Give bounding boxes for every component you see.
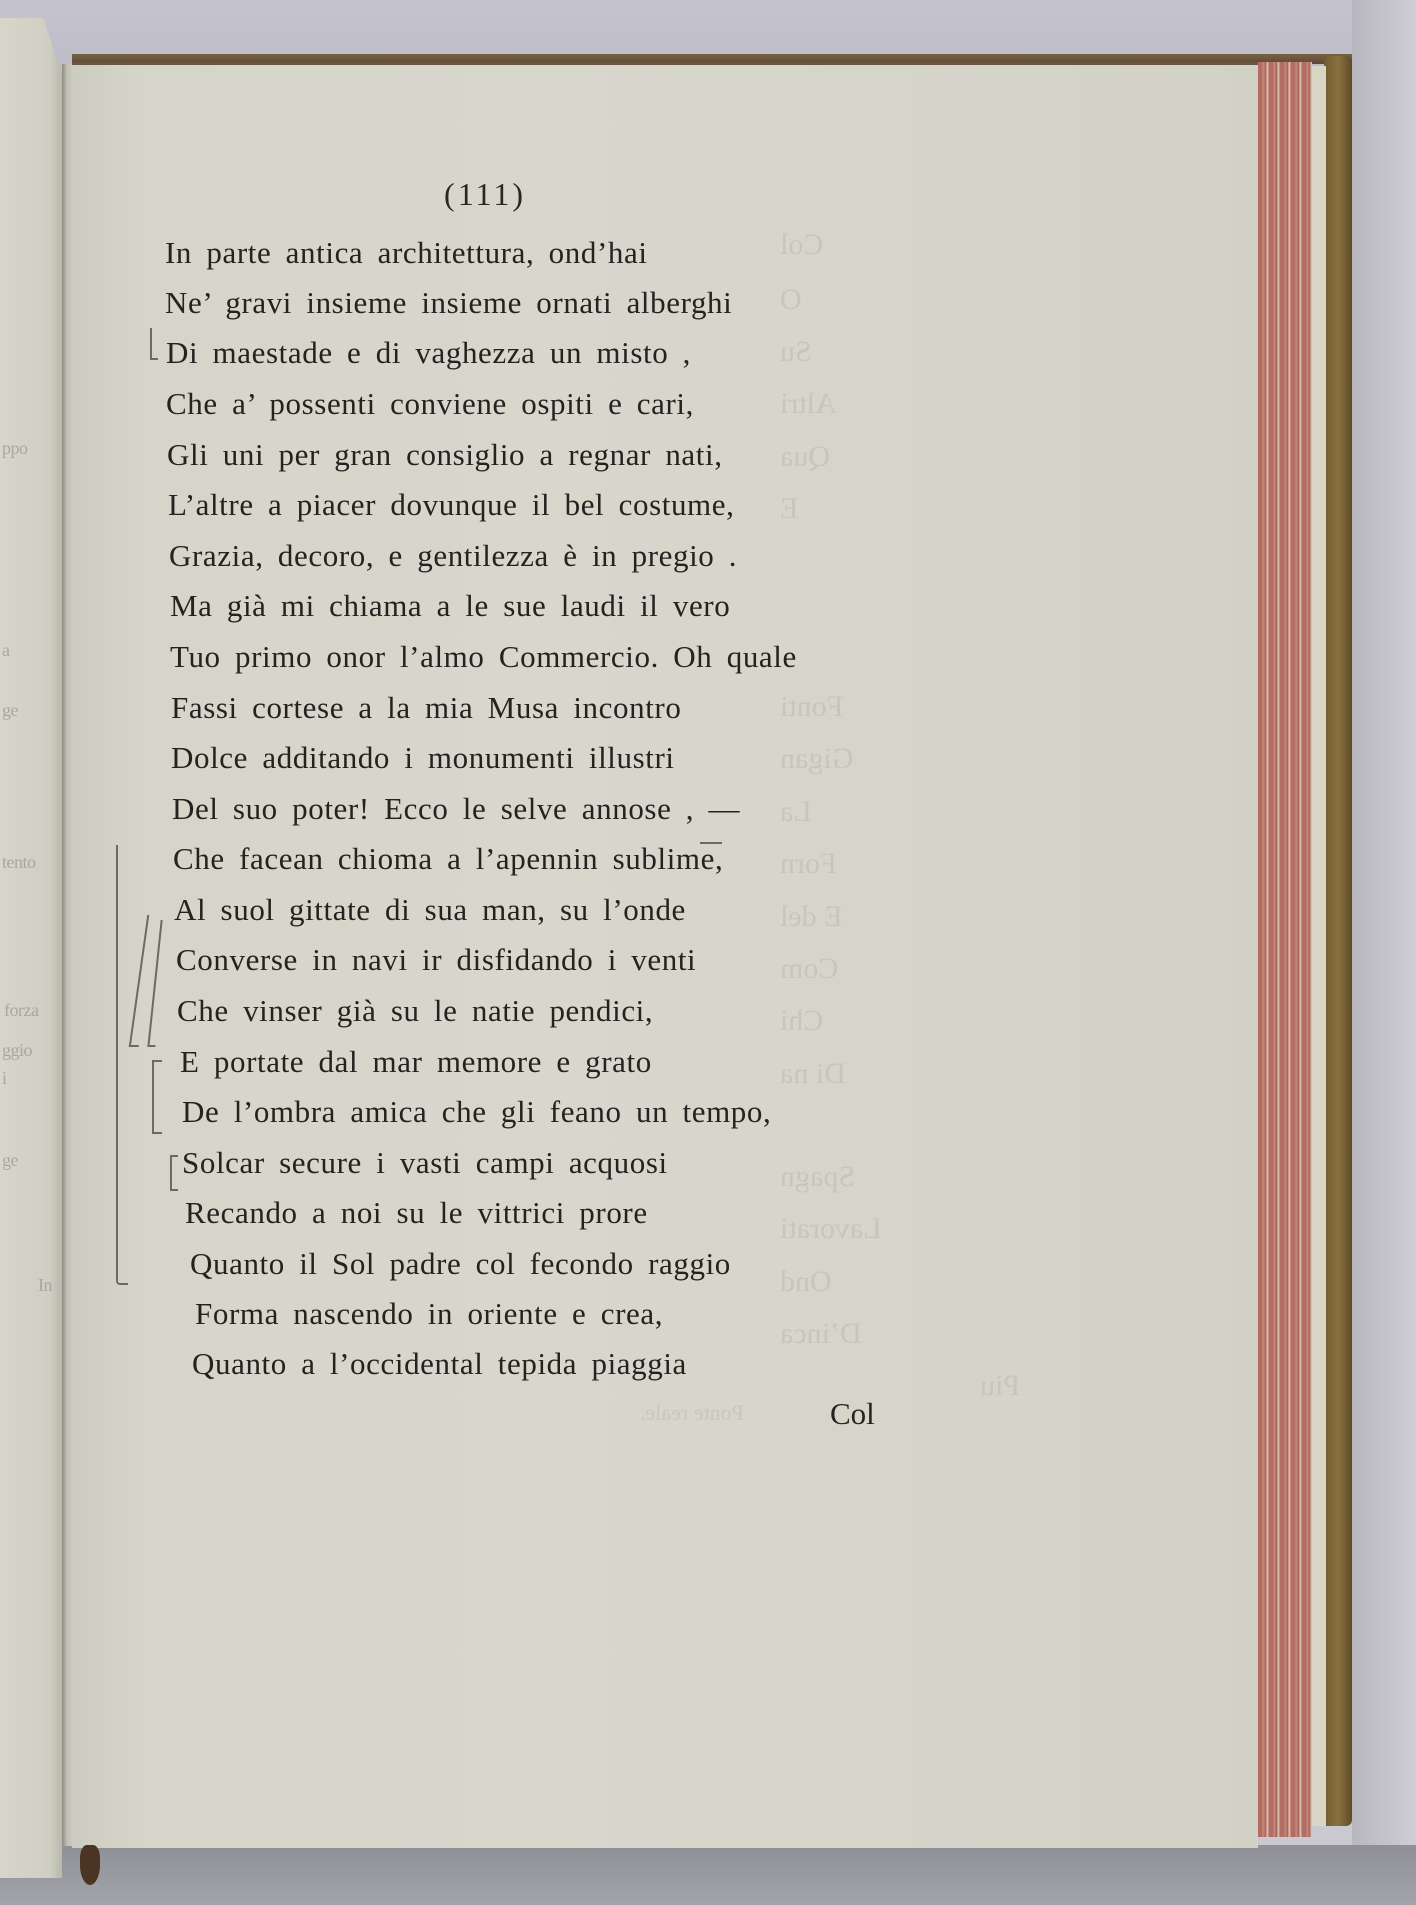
verse-line: Che facean chioma a l’apennin sublime, [173, 841, 724, 876]
show-through-text: Col [780, 228, 824, 261]
background-right [1352, 0, 1416, 1905]
verse-line: Forma nascendo in oriente e crea, [195, 1296, 664, 1331]
pencil-bracket [170, 1155, 178, 1191]
ink-stain [80, 1845, 100, 1885]
facing-page-fragment: forza [4, 1000, 39, 1020]
verse-line: Che vinser già su le natie pendici, [177, 993, 654, 1028]
pencil-bracket [152, 1060, 162, 1134]
verse-line: In parte antica architettura, ond’hai [165, 235, 648, 270]
pencil-dash [700, 842, 722, 844]
verse-line: Di maestade e di vaghezza un misto , [166, 335, 691, 370]
show-through-text: Di na [780, 1057, 846, 1090]
verse-line: Gli uni per gran consiglio a regnar nati, [167, 437, 723, 472]
red-page-edges [1258, 62, 1312, 1837]
facing-page-fragment: In [38, 1275, 52, 1295]
verse-line: Ma già mi chiama a le sue laudi il vero [170, 588, 731, 623]
verse-line: Del suo poter! Ecco le selve annose , — [172, 791, 741, 826]
facing-page-fragment: ge [2, 700, 18, 720]
catchword: Col [830, 1396, 875, 1431]
background-bottom [0, 1845, 1416, 1905]
verse-line: Solcar secure i vasti campi acquosi [182, 1145, 668, 1180]
facing-page-fragment: ggio [2, 1040, 33, 1060]
verse-line: Fassi cortese a la mia Musa incontro [171, 690, 682, 725]
show-through-text: O [780, 283, 802, 316]
show-through-text: E del [780, 900, 843, 933]
show-through-text: Piu [980, 1369, 1021, 1402]
verse-line: Grazia, decoro, e gentilezza è in pregio . [169, 538, 738, 573]
show-through-text: La [780, 795, 812, 828]
verse-line: Tuo primo onor l’almo Commercio. Oh quale [170, 639, 797, 674]
verse-line: Quanto a l’occidental tepida piaggia [192, 1346, 687, 1381]
show-through-text: Forn [780, 847, 837, 880]
show-through-footnote: Ponte reale. [640, 1400, 744, 1425]
show-through-text: Altri [780, 387, 837, 420]
show-through-text: Fonti [780, 690, 844, 723]
page-number: (111) [444, 176, 526, 212]
facing-page-fragment: i [2, 1068, 7, 1088]
verse-line: Che a’ possenti conviene ospiti e cari, [166, 386, 694, 421]
facing-page-fragment: ge [2, 1150, 18, 1170]
show-through-text: Spagn [780, 1160, 855, 1193]
show-through-text: Su [780, 335, 812, 368]
verse-line: Recando a noi su le vittrici prore [185, 1195, 648, 1230]
facing-page-fragment: tento [2, 852, 36, 872]
pencil-long-bracket [116, 845, 128, 1285]
show-through-text: Com [780, 952, 839, 985]
show-through-text: Lavorati [780, 1212, 882, 1245]
verse-line: Converse in navi ir disfidando i venti [176, 942, 697, 977]
verse-line: E portate dal mar memore e grato [180, 1044, 652, 1079]
show-through-text: E [780, 492, 799, 525]
show-through-text: Ond [780, 1265, 832, 1298]
verse-line: Al suol gittate di sua man, su l’onde [174, 892, 686, 927]
verse-line: Ne’ gravi insieme insieme ornati alberghi [165, 285, 733, 320]
show-through-text: Qua [780, 440, 830, 473]
verse-line: De l’ombra amica che gli feano un tempo, [182, 1094, 772, 1129]
facing-page-fragment: ppo [2, 438, 28, 458]
verse-line: Dolce additando i monumenti illustri [171, 740, 675, 775]
show-through-text: Chi [780, 1004, 824, 1037]
page-block-edge [1312, 66, 1326, 1826]
show-through-text: Gigan [780, 742, 854, 775]
pencil-bracket [150, 328, 158, 360]
facing-left-page [0, 18, 62, 1878]
verse-line: L’altre a piacer dovunque il bel costume, [168, 487, 735, 522]
show-through-text: D’inca [780, 1317, 862, 1350]
book-cover-leather [1324, 56, 1352, 1826]
verse-line: Quanto il Sol padre col fecondo raggio [190, 1246, 731, 1281]
facing-page-fragment: a [2, 640, 10, 660]
